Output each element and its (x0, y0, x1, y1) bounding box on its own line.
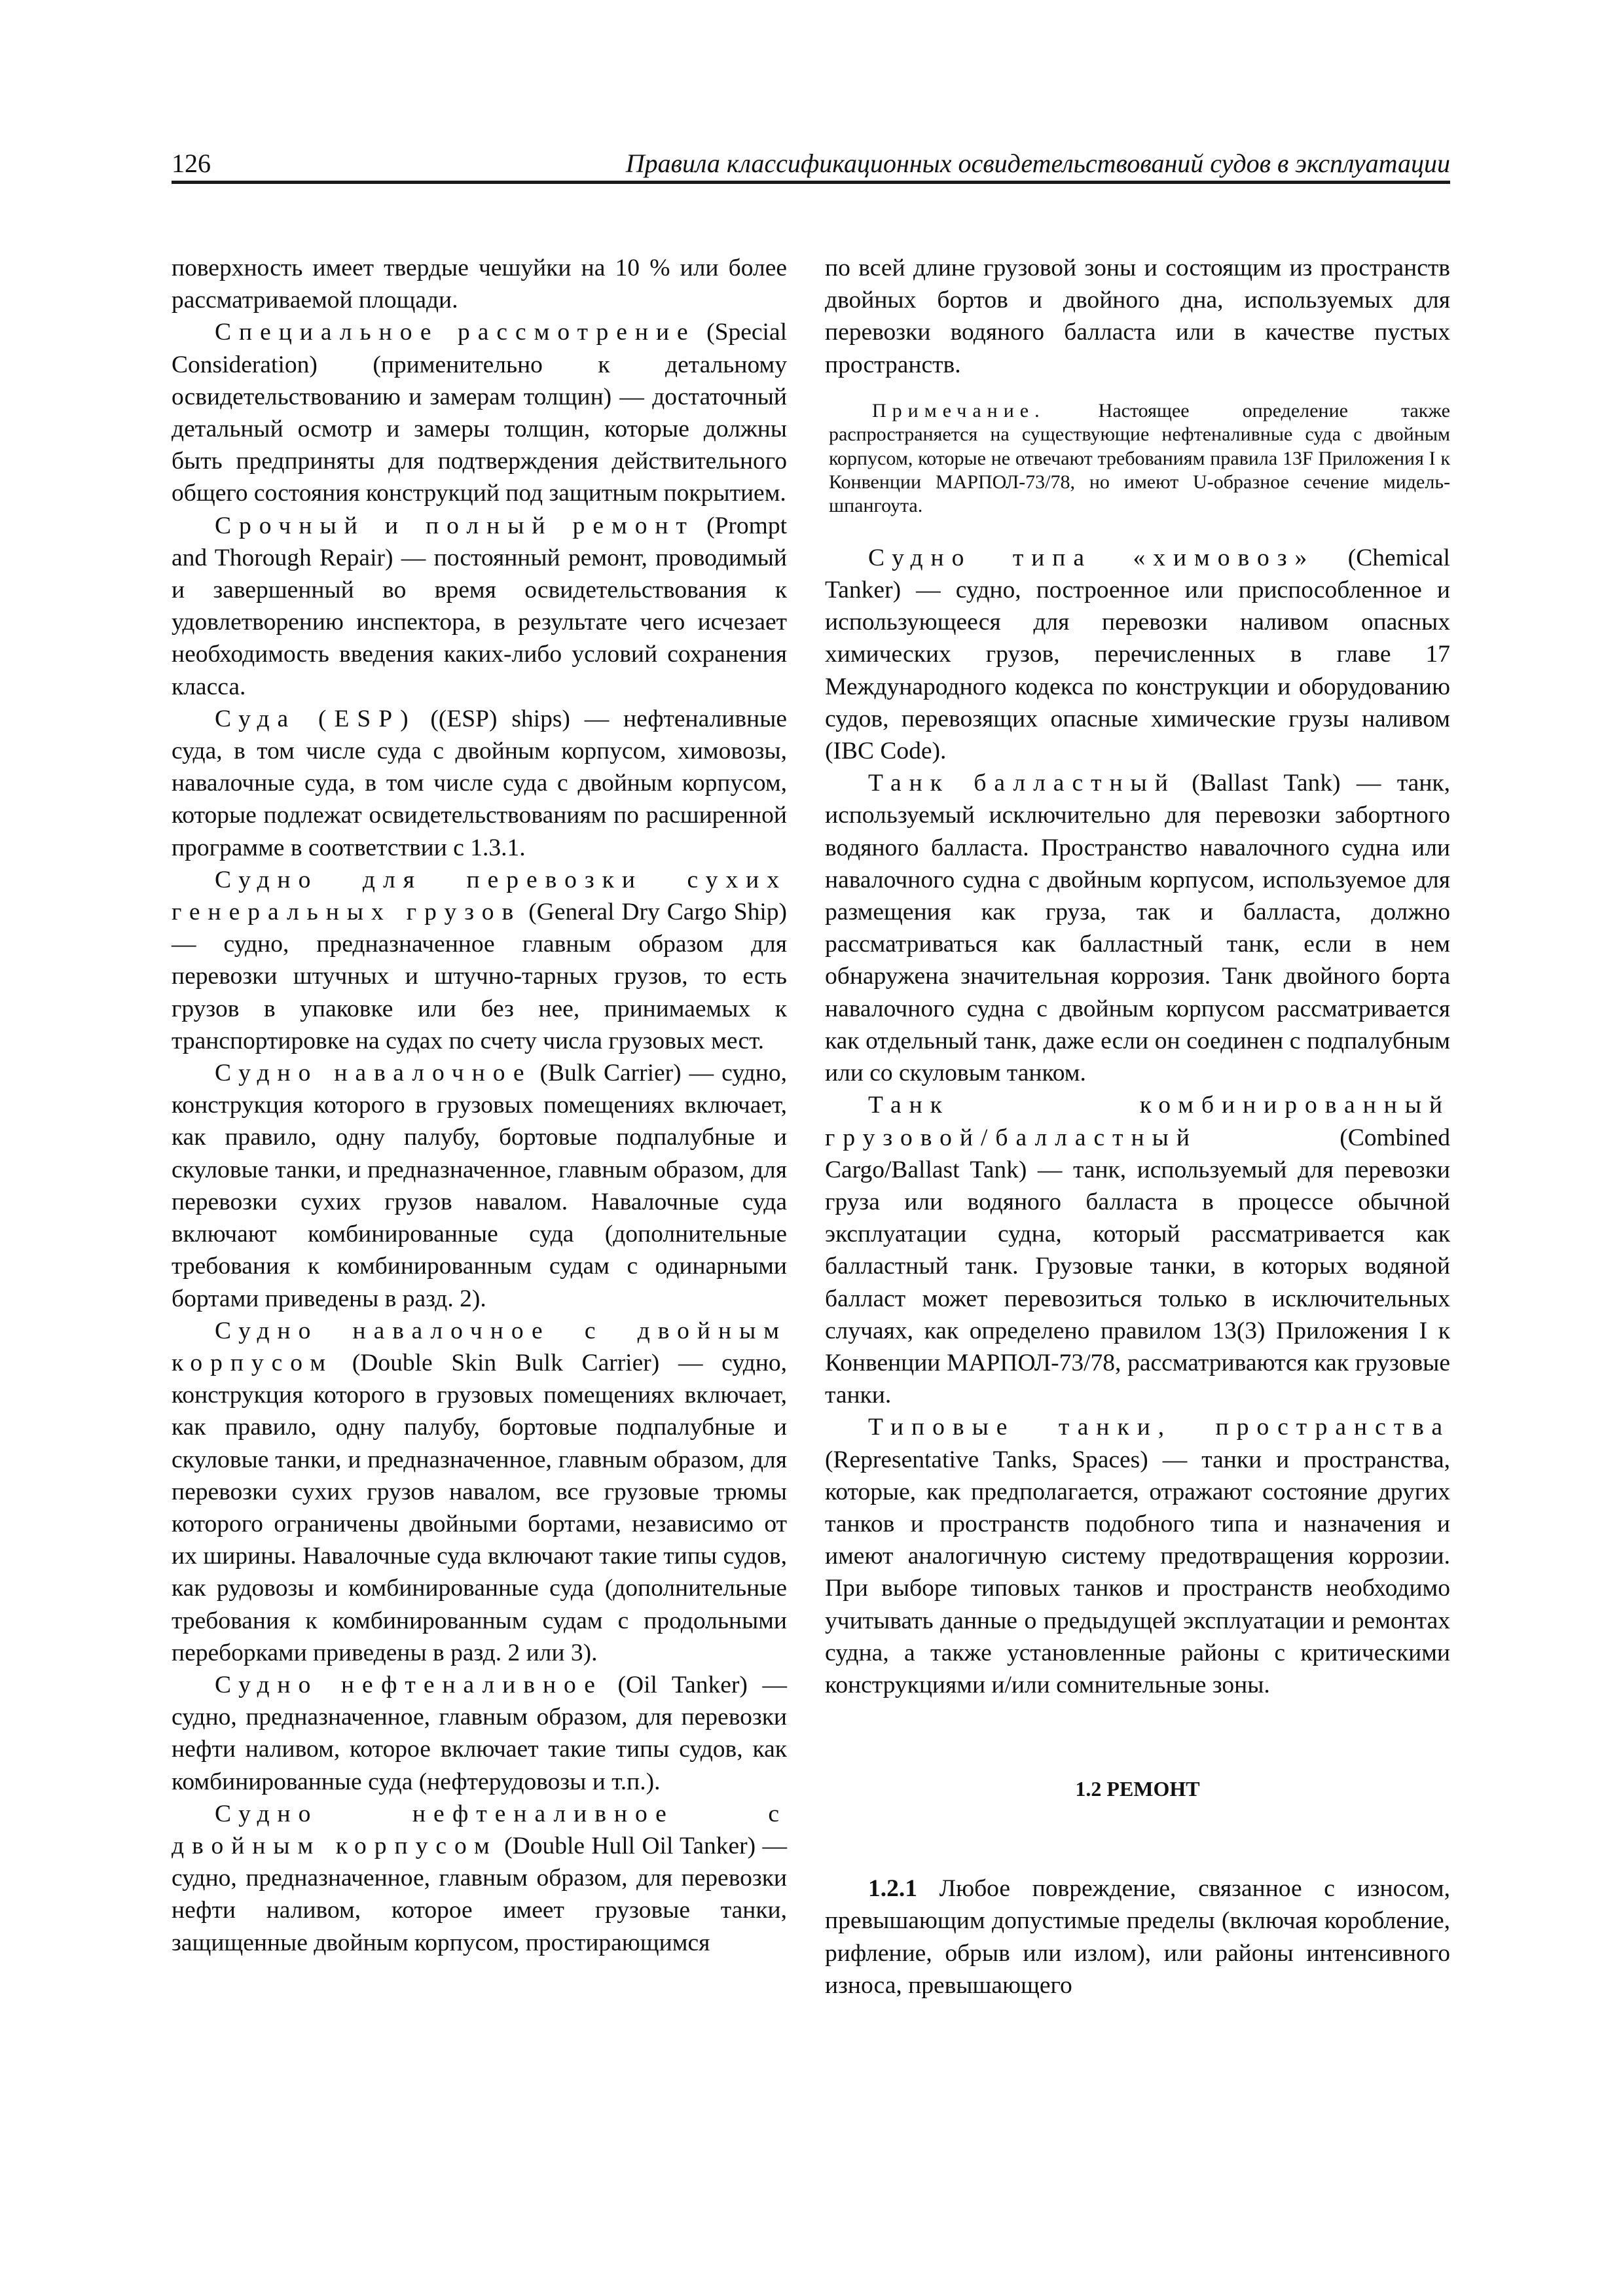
defined-term: Танк балластный (868, 770, 1176, 797)
definition-text: (Ballast Tank) — танк, используемый исключительно для перевозки забортного водяного балласта. Пространство навалочного судна или навалочного судна с двойным корпусом, используемое для размещения как груза, так и балласта, должно рассматриваться как балластный танк, если в нем обнаружена значительная коррозия. Танк двойного борта навалочного судна с двойным корпусом рассматривается как отдельный танк, даже если он соединен с подпалубным или со скуловым танком. (825, 770, 1450, 1087)
definition-text: (Representative Tanks, Spaces) — танки и пространства, которые, как предполагается, отражают состояние других танков и пространств подобного типа и назначения и имеют аналогичную систему предотвращения коррозии. При выборе типовых танков и пространств необходимо учитывать данные о предыдущей эксплуатации и ремонтах судна, а также установленные районы с критическими конструкциями и/или сомнительные зоны. (825, 1446, 1450, 1698)
defined-term: Судно навалочное с двойным корпусом (172, 1317, 787, 1376)
definition-text: (General Dry Cargo Ship) — судно, предназначенное главным образом для перевозки штучных и штучно-тарных грузов, то есть грузов в упаковке или без нее, принимаемых к транспортировке на судах по счету числа грузовых мест. (172, 899, 787, 1054)
definition-paragraph (825, 1089, 1450, 1411)
paragraph-text: поверхность имеет твердые чешуйки на 10 % или более рассматриваемой площади. (172, 255, 787, 314)
note-label: Примечание. (872, 399, 1046, 422)
page-number: 126 (172, 149, 211, 178)
clause-paragraph (825, 1873, 1450, 2001)
definition-paragraph (825, 542, 1450, 767)
definition-text: (Oil Tanker) — судно, предназначенное, главным образом, для перевозки нефти наливом, которое включает такие типы судов, как комбинированные суда (нефтерудовозы и т.п.). (172, 1671, 787, 1795)
definition-text: (Double Skin Bulk Carrier) — судно, конструкция которого в грузовых помещениях включает, как правило, одну палубу, бортовые подпалубные и скуловые танки, и предназначенное, главным образом, для перевозки сухих грузов навалом, все грузовые трюмы которого ограничены двойными бортами, независимо от их ширины. Навалочные суда включают такие типы судов, как рудовозы и комбинированные суда (дополнительные требования к комбинированным судам с продольными переборками приведены в разд. 2 или 3). (172, 1349, 787, 1666)
paragraph-continuation: по всей длине грузовой зоны и состоящим из пространств двойных бортов и двойного дна, используемых для перевозки водяного балласта или в качестве пустых пространств. (825, 255, 1450, 378)
clause-text: Любое повреждение, связанное с износом, превышающим допустимые пределы (включая коробление, рифление, обрыв или излом), или районы интенсивного износа, превышающего (825, 1875, 1450, 1999)
definition-paragraph (172, 1798, 787, 1959)
definition-text: (Double Hull Oil Tanker) — судно, предназначенное, главным образом, для перевозки нефти наливом, которое имеет грузовые танки, защищенные двойным корпусом, простирающимся (172, 1832, 787, 1956)
definition-paragraph (172, 316, 787, 509)
defined-term: Специальное рассмотрение (215, 319, 696, 346)
section-heading: 1.2 РЕМОНТ (1075, 1777, 1200, 1801)
definition-paragraph (825, 767, 1450, 1089)
paragraph (172, 252, 787, 316)
running-title: Правила классификационных освидетельствований судов в эксплуатации (625, 149, 1450, 178)
definition-paragraph (172, 864, 787, 1057)
definition-paragraph (172, 703, 787, 864)
page-header (172, 143, 1450, 184)
defined-term: Срочный и полный ремонт (215, 512, 695, 539)
note (825, 399, 1450, 518)
left-column (172, 252, 787, 1959)
defined-term: Судно для перевозки сухих генеральных грузов (172, 866, 787, 926)
definition-paragraph (172, 1315, 787, 1669)
definition-paragraph (172, 510, 787, 703)
defined-term: Суда (ESP) (215, 705, 416, 732)
definition-paragraph (172, 1669, 787, 1798)
defined-term: Судно нефтеналивное с двойным корпусом (172, 1800, 787, 1859)
right-column (825, 252, 1450, 2001)
definition-paragraph (825, 1411, 1450, 1701)
defined-term: Судно навалочное (215, 1060, 532, 1087)
definition-paragraph (172, 1057, 787, 1315)
note-body (829, 399, 1450, 518)
definition-text: (Combined Cargo/Ballast Tank) — танк, используемый для перевозки груза или водяного балласта в процессе обычной эксплуатации судна, который рассматривается как балластный танк. Грузовые танки, в которых водяной балласт может перевозиться только в исключительных случаях, как определено правилом 13(3) Приложения I к Конвенции МАРПОЛ-73/78, рассматриваются как грузовые танки. (825, 1124, 1450, 1409)
note-text: Настоящее определение также распространяется на существующие нефтеналивные суда с двойным корпусом, которые не отвечают требованиям правила 13F Приложения I к Конвенции МАРПОЛ-73/78, но имеют U-образное сечение мидель-шпангоута. (829, 399, 1450, 517)
defined-term: Судно нефтеналивное (215, 1671, 603, 1698)
definition-text: (Special Consideration) (применительно к детальному освидетельствованию и замерам толщин) — достаточный детальный осмотр и замеры толщин, которые должны быть предприняты для подтверждения действительного общего состояния конструкций под защитным покрытием. (172, 319, 787, 507)
defined-term: Танк комбинированный грузовой/балластный (825, 1092, 1450, 1151)
definition-text: (Prompt and Thorough Repair) — постоянный ремонт, проводимый и завершенный во время освидетельствования к удовлетворению инспектора, в результате чего исчезает необходимость введения каких-либо условий сохранения класса. (172, 512, 787, 700)
definition-text: (Chemical Tanker) — судно, построенное или приспособленное и использующееся для перевозки наливом опасных химических грузов, перечисленных в главе 17 Международного кодекса по конструкции и оборудованию судов, перевозящих опасные химические грузы наливом (IBC Code). (825, 544, 1450, 765)
defined-term: Судно типа «химовоз» (868, 544, 1315, 571)
definition-text: (Bulk Carrier) — судно, конструкция которого в грузовых помещениях включает, как правило, одну палубу, бортовые подпалубные и скуловые танки, и предназначенное, главным образом, для перевозки сухих грузов навалом. Навалочные суда включают комбинированные суда (дополнительные требования к комбинированным судам с одинарными бортами приведены в разд. 2). (172, 1060, 787, 1312)
definition-text: ((ESP) ships) — нефтеналивные суда, в том числе суда с двойным корпусом, химовозы, навалочные суда, в том числе суда с двойным корпусом, которые подлежат освидетельствованиям по расширенной программе в соответствии с 1.3.1. (172, 705, 787, 861)
clause-number: 1.2.1 (868, 1875, 917, 1903)
defined-term: Типовые танки, пространства (868, 1414, 1450, 1441)
